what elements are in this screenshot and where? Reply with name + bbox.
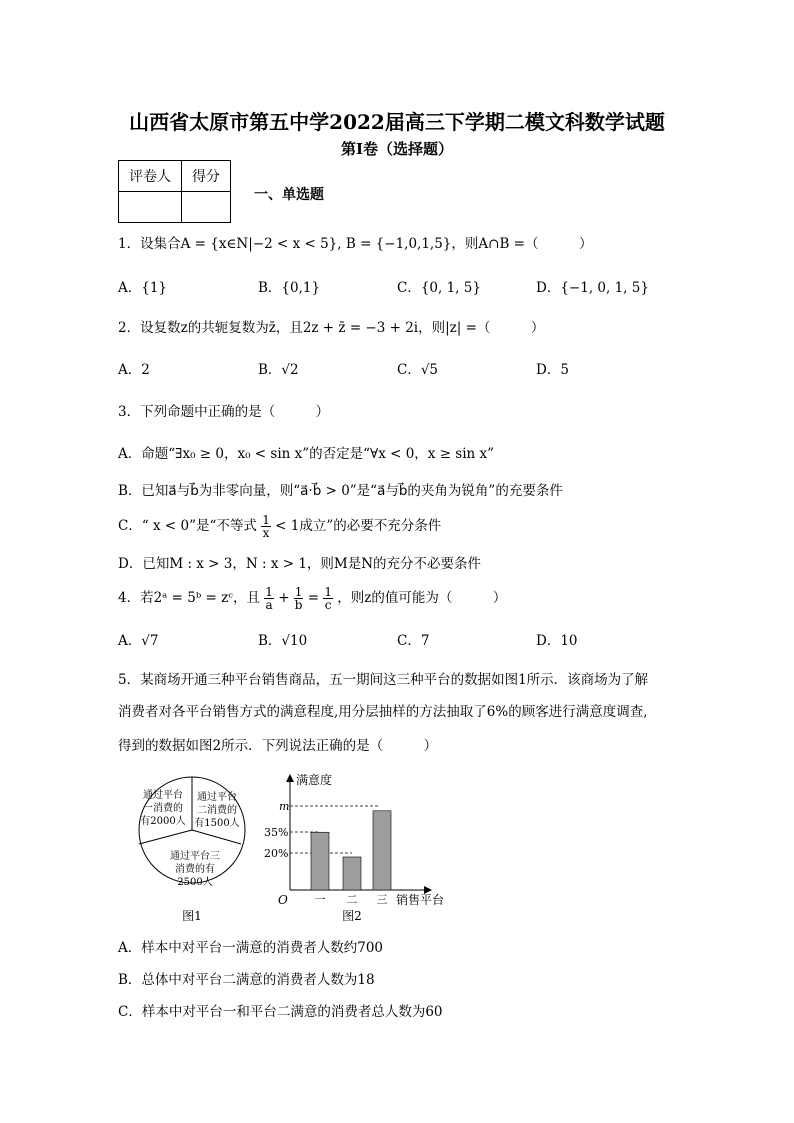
fraction-1-over-a	[264, 586, 274, 611]
question-5-line-2: 消费者对各平台销售方式的满意程度,用分层抽样的方法抽取了6%的顾客进行满意度调查,	[118, 704, 648, 720]
question-4-option-b: B．√10	[258, 633, 308, 649]
question-5-line-3: 得到的数据如图2所示．下列说法正确的是（ ）	[118, 738, 438, 754]
question-3-option-c	[118, 514, 441, 539]
question-4-stem	[118, 586, 506, 611]
y-tick-35: 35%	[264, 826, 289, 839]
question-5-line-1: 5．某商场开通三种平台销售商品，五一期间这三种平台的数据如图1所示．该商场为了解	[118, 672, 649, 688]
pie-slice-2-line-2: 二消费的	[197, 805, 237, 816]
question-4-option-a: A．√7	[118, 633, 159, 649]
question-3-option-c-prefix: C．“ x < 0”是“不等式	[118, 518, 257, 534]
fraction-numerator: 1	[265, 585, 273, 599]
fraction-1-over-b	[294, 586, 304, 611]
x-tick-3: 三	[376, 893, 388, 906]
fraction-denominator: c	[324, 598, 332, 612]
question-4-stem-suffix: ，则z的值可能为（ ）	[337, 590, 507, 606]
question-3-option-c-suffix: < 1成立”的必要不充分条件	[275, 518, 442, 534]
question-2-option-a: A．2	[118, 362, 150, 378]
pie-slice-3-line-1: 通过平台三	[170, 851, 220, 862]
bar-platform-2	[343, 857, 361, 890]
figure-1-pie	[118, 770, 268, 930]
pie-slice-1-line-2: 一消费的	[143, 803, 183, 814]
figure-1-caption: 图1	[182, 909, 202, 923]
page-title: 山西省太原市第五中学2022届高三下学期二模文科数学试题	[129, 110, 665, 134]
pie-slice-2-line-3: 有1500人	[194, 818, 240, 829]
question-3-option-d: D．已知M : x > 3，N : x > 1，则M是N的充分不必要条件	[118, 556, 482, 572]
question-1-option-c: C．{0, 1, 5}	[397, 280, 481, 296]
question-3-option-a: A．命题“∃x₀ ≥ 0，x₀ < sin x”的否定是“∀x < 0，x ≥ sin x”	[118, 446, 495, 462]
fraction-1-over-c	[323, 586, 333, 611]
question-5-option-b: B．总体中对平台二满意的消费者人数为18	[118, 972, 375, 988]
pie-slice-3-line-2: 消费的有	[175, 864, 215, 875]
x-axis-label: 销售平台	[396, 893, 445, 907]
question-5-option-c: C．样本中对平台一和平台二满意的消费者总人数为60	[118, 1004, 443, 1020]
score-table-cell-grader	[119, 192, 182, 223]
question-1-option-b: B．{0,1}	[258, 280, 321, 296]
fraction-numerator: 1	[262, 513, 270, 527]
question-3-option-b: B．已知a⃗与b⃗为非零向量，则“a⃗·b⃗ > 0”是“a⃗与b⃗的夹角为锐角”的充要条件	[118, 483, 563, 499]
equals-sign: =	[307, 590, 320, 606]
fraction-denominator: b	[294, 598, 303, 612]
section-heading: 一、单选题	[254, 187, 324, 203]
question-2-option-d: D．5	[536, 362, 569, 378]
question-1-option-a: A．{1}	[118, 280, 168, 296]
fraction-numerator: 1	[294, 585, 303, 599]
question-1-option-d: D．{−1, 0, 1, 5}	[536, 280, 649, 296]
fraction-denominator: x	[262, 526, 270, 540]
score-table-header-grader: 评卷人	[119, 161, 182, 192]
question-2-stem: 2．设复数z的共轭复数为z̄，且2z + z̄ = −3 + 2i，则|z| =（ ）	[118, 320, 545, 336]
y-axis-label: 满意度	[296, 773, 333, 787]
figure-2-caption: 图2	[342, 909, 362, 923]
fraction-1-over-x	[261, 514, 271, 539]
origin-label: O	[278, 893, 288, 907]
question-4-option-c: C．7	[397, 633, 430, 649]
pie-slice-2-line-1: 通过平台	[197, 792, 237, 803]
pie-slice-3-line-3: 2500人	[177, 877, 213, 888]
question-2-option-b: B．√2	[258, 362, 299, 378]
figure-2-bar-chart	[262, 770, 462, 930]
question-5-option-a: A．样本中对平台一满意的消费者人数约700	[118, 940, 384, 956]
question-2-option-c: C．√5	[397, 362, 439, 378]
question-1-stem: 1．设集合A = {x∈N|−2 < x < 5}, B = {−1,0,1,5}，则A∩B =（ ）	[118, 236, 593, 252]
pie-slice-1-line-3: 有2000人	[140, 816, 186, 827]
pie-slice-1-line-1: 通过平台	[143, 790, 183, 801]
question-3-stem: 3．下列命题中正确的是（ ）	[118, 404, 330, 420]
y-tick-m: m	[279, 800, 290, 813]
question-4-stem-prefix: 4．若2ᵃ = 5ᵇ = zᶜ，且	[118, 590, 260, 606]
y-tick-20: 20%	[264, 847, 289, 860]
plus-sign: +	[278, 590, 290, 606]
fraction-numerator: 1	[324, 585, 332, 599]
x-tick-2: 二	[346, 893, 358, 906]
bar-platform-1	[311, 832, 329, 890]
score-table	[118, 160, 231, 223]
page-subtitle: 第I卷（选择题）	[340, 140, 454, 158]
pie-divider-right	[192, 830, 241, 844]
pie-divider-left	[139, 830, 192, 844]
x-tick-1: 一	[314, 893, 326, 906]
fraction-denominator: a	[265, 598, 273, 612]
bar-platform-3	[373, 811, 391, 890]
question-4-option-d: D．10	[536, 633, 578, 649]
score-table-cell-score	[182, 192, 231, 223]
score-table-header-score: 得分	[182, 161, 231, 192]
